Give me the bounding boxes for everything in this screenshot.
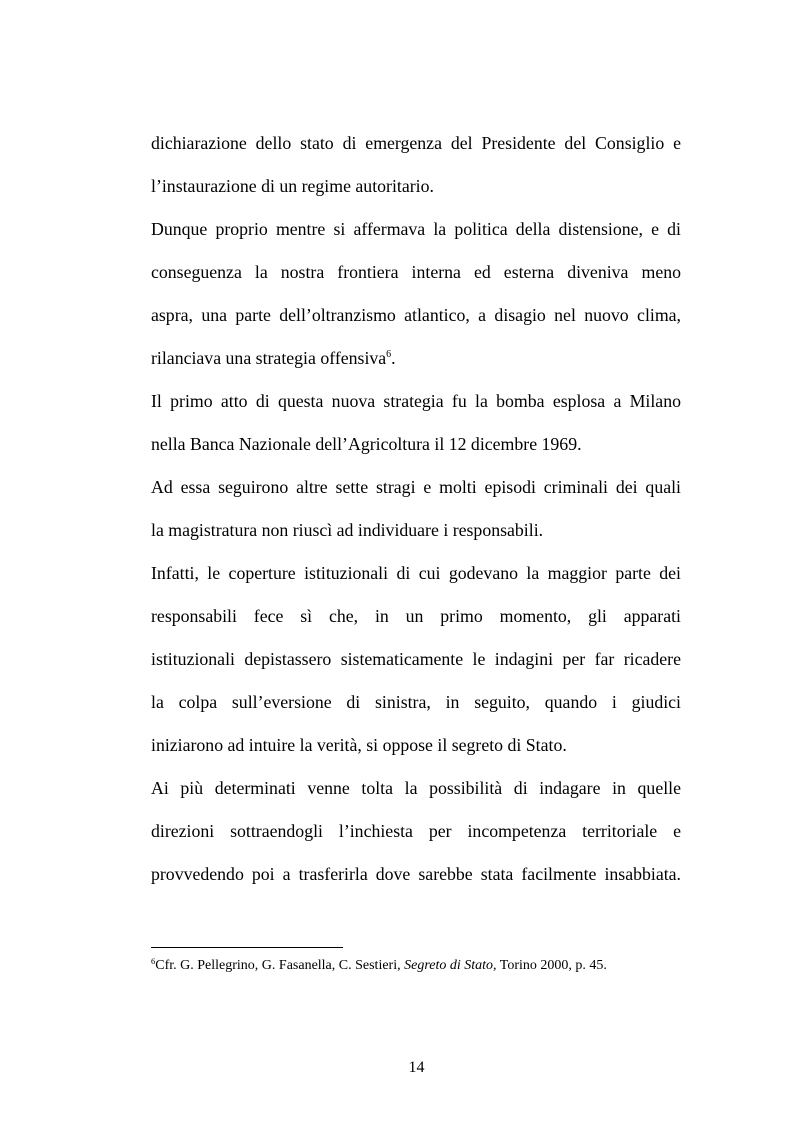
footnote-reference[interactable]: 6 (386, 349, 392, 360)
text-line-2: l’instaurazione di un regime autoritario. (151, 176, 434, 196)
footnote-title: Segreto di Stato (404, 958, 494, 973)
text-line-6-text: rilanciava una strategia offensiva (151, 348, 387, 368)
text-line-10: la magistratura non riuscì ad individuare i responsabili. (151, 520, 544, 540)
footnote (151, 957, 607, 975)
page-number: 14 (408, 1059, 425, 1076)
text-line-15: iniziarono ad intuire la verità, si oppose il segreto di Stato. (151, 735, 567, 755)
body-text (151, 122, 681, 896)
text-line-11: Infatti, le coperture istituzionali di cui godevano la maggior parte dei (151, 563, 681, 583)
text-line-9: Ad essa seguirono altre sette stragi e molti episodi criminali dei quali (151, 477, 681, 497)
footnote-suffix: , Torino 2000, p. 45. (493, 958, 607, 973)
text-line-3: Dunque proprio mentre si affermava la politica della distensione, e di (151, 219, 681, 239)
text-line-14: la colpa sull’eversione di sinistra, in seguito, quando i giudici (151, 692, 681, 712)
text-line-18: provvedendo poi a trasferirla dove sarebbe stata facilmente insabbiata. (151, 864, 681, 884)
text-line-6 (151, 337, 681, 380)
text-line-4: conseguenza la nostra frontiera interna ed esterna diveniva meno (151, 262, 681, 282)
text-line-5: aspra, una parte dell’oltranzismo atlantico, a disagio nel nuovo clima, (151, 305, 681, 325)
text-line-6-end: . (391, 348, 396, 368)
text-line-16: Ai più determinati venne tolta la possibilità di indagare in quelle (151, 778, 681, 798)
footnote-separator (151, 947, 343, 948)
text-line-12: responsabili fece sì che, in un primo momento, gli apparati (151, 606, 681, 626)
footnote-number: 6 (151, 956, 156, 966)
text-line-17: direzioni sottraendogli l’inchiesta per incompetenza territoriale e (151, 821, 681, 841)
text-line-1: dichiarazione dello stato di emergenza del Presidente del Consiglio e (151, 133, 681, 153)
footnote-prefix: Cfr. G. Pellegrino, G. Fasanella, C. Sestieri, (155, 958, 405, 973)
text-line-13: istituzionali depistassero sistematicamente le indagini per far ricadere (151, 649, 681, 669)
text-line-7: Il primo atto di questa nuova strategia fu la bomba esplosa a Milano (151, 391, 681, 411)
text-line-8: nella Banca Nazionale dell’Agricoltura il 12 dicembre 1969. (151, 434, 582, 454)
